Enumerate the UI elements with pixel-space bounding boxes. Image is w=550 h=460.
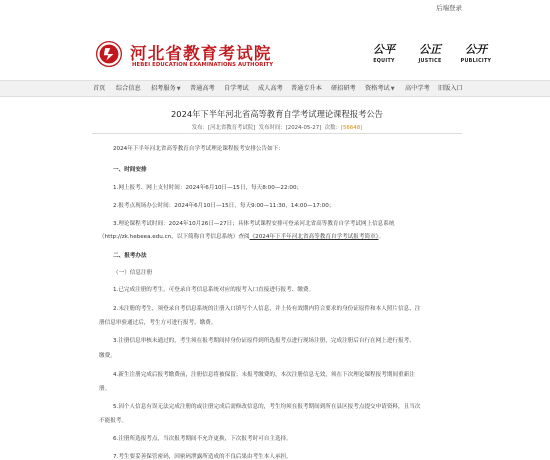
paragraph: 册信息审验通过后，考生方可进行报考、缴费。 — [99, 320, 217, 326]
nav-label: 旧版入口 — [438, 85, 463, 92]
nav-item-gaokao[interactable] — [190, 81, 215, 97]
paragraph: 1.已完成注册的考生，可登录自考信息系统对应的报考入口直接进行报考、缴费。 — [113, 287, 315, 293]
nav-item-graduate[interactable] — [331, 81, 356, 97]
nav-label: 普通高考 — [190, 85, 215, 92]
paragraph: 2.报考点现场办公时间：2024年6月10日—15日，每天9:00—11:30，14:00—17:00； — [113, 203, 335, 209]
nav-item-self-study[interactable] — [224, 81, 249, 97]
nav-label: 研招研考 — [331, 85, 356, 92]
nav-item-qualification[interactable] — [365, 81, 395, 97]
admin-login-link[interactable]: 后端登录 — [436, 4, 462, 12]
nav-label: 首页 — [93, 85, 106, 92]
motto-cn: 公开 — [465, 43, 487, 56]
paragraph: 册。 — [99, 386, 111, 392]
nav-label: 高中学考 — [405, 85, 430, 92]
article — [92, 97, 462, 460]
motto-en: PUBLICITY — [460, 59, 492, 64]
meta-date: [2024-05-27] — [285, 125, 322, 131]
nav-label: 招考服务 — [151, 85, 176, 92]
nav-label: 成人高考 — [258, 85, 283, 92]
nav-item-adult-exam[interactable] — [258, 81, 283, 97]
motto-equity — [367, 43, 401, 64]
chevron-down-icon: ▼ — [390, 86, 395, 92]
motto-group — [367, 43, 493, 64]
nav-item-highschool[interactable] — [405, 81, 430, 97]
paragraph: 不能报考。 — [99, 418, 127, 424]
paragraph-suffix: 。 — [378, 234, 385, 240]
paragraph — [99, 232, 384, 240]
meta-source: [河北省教育考试院] — [207, 125, 256, 131]
seal-logo-icon[interactable] — [96, 41, 122, 67]
paragraph: 2.未注册的考生，须登录自考信息系统的注册入口填写个人信息，并上传有效期内符合要求的身份证原件和本人照片信息，注 — [113, 306, 421, 312]
motto-cn: 公平 — [373, 43, 395, 56]
paragraph: 1.网上报考、网上支付时间：2024年6月10日—15日，每天8:00—22:00； — [113, 185, 303, 191]
site-logo-subtitle: HEBEI EDUCATION EXAMINATIONS AUTHORITY — [132, 62, 274, 68]
nav-label: 普通专升本 — [291, 85, 322, 92]
paragraph: 5.因个人信息有误无法完成注册的或注册完成后需修改信息的，考生均须在报考期间到所在县区报考点提交申请资料，且当次 — [113, 404, 421, 410]
motto-justice — [413, 43, 447, 64]
paragraph: 7.考生要妥善保管密码，因密码泄露所造成的不良后果由考生本人承担。 — [113, 454, 292, 460]
nav-label: 综合信息 — [116, 85, 141, 92]
main-nav — [0, 80, 550, 97]
motto-en: EQUITY — [373, 59, 395, 64]
paragraph: 6.注册所选报考点，当次报考期间不允许更换，下次报考时可自主选择。 — [113, 436, 292, 442]
motto-publicity — [459, 43, 493, 64]
nav-item-upgrade[interactable] — [291, 81, 322, 97]
meta-hits: [56648] — [340, 125, 363, 131]
nav-label: 资格考试 — [365, 85, 390, 92]
site-header — [0, 18, 550, 80]
paragraph: 2024年下半年河北省高等教育自学考试理论课程报考安排公告如下： — [113, 146, 284, 152]
paragraph: 3.理论课程考试时间：2024年10月26日—27日；具体考试课程安排可登录河北省高等教育自学考试网上信息系统 — [113, 221, 395, 227]
brochure-link[interactable]: 《2024年下半年河北省高等教育自学考试报考简章》 — [249, 234, 379, 240]
nav-label: 自学考试 — [224, 85, 249, 92]
divider — [92, 133, 462, 134]
subsection-heading: （一）信息注册 — [113, 270, 153, 276]
paragraph: 4.新生注册完成后报考缴费前，注册信息将被保留；未报考缴费的，本次注册信息无效，须在下次理论课程报考期间重新注 — [113, 372, 415, 378]
meta-source-label: 发布： — [191, 125, 208, 131]
section-heading: 二、报考办法 — [113, 253, 147, 259]
paragraph: 缴费。 — [99, 353, 116, 359]
chevron-down-icon: ▼ — [176, 86, 181, 92]
paragraph: 3.注册信息审核未通过的，考生须在报考期间持身份证原件到所选报考点进行现场注册，完成注册后自行在网上进行报考、 — [113, 338, 415, 344]
article-title: 2024年下半年河北省高等教育自学考试理论课程报考公告 — [171, 109, 383, 119]
top-bar — [0, 0, 550, 18]
nav-item-general-info[interactable] — [116, 81, 141, 97]
article-meta — [92, 123, 462, 131]
site-logo-title[interactable]: 河北省教育考试院 — [130, 44, 272, 63]
motto-cn: 公正 — [419, 43, 441, 56]
nav-item-exam-services[interactable] — [151, 81, 181, 97]
motto-en: JUSTICE — [418, 59, 442, 64]
nav-item-old-version[interactable] — [438, 81, 463, 97]
nav-item-home[interactable] — [93, 81, 105, 97]
meta-hits-label: 次数： — [324, 125, 341, 131]
paragraph-text: （http://zk.hebeea.edu.cn，以下简称自考信息系统）查阅 — [99, 234, 250, 240]
section-heading: 一、时间安排 — [113, 167, 147, 173]
meta-date-label: 发布时间： — [258, 125, 286, 131]
